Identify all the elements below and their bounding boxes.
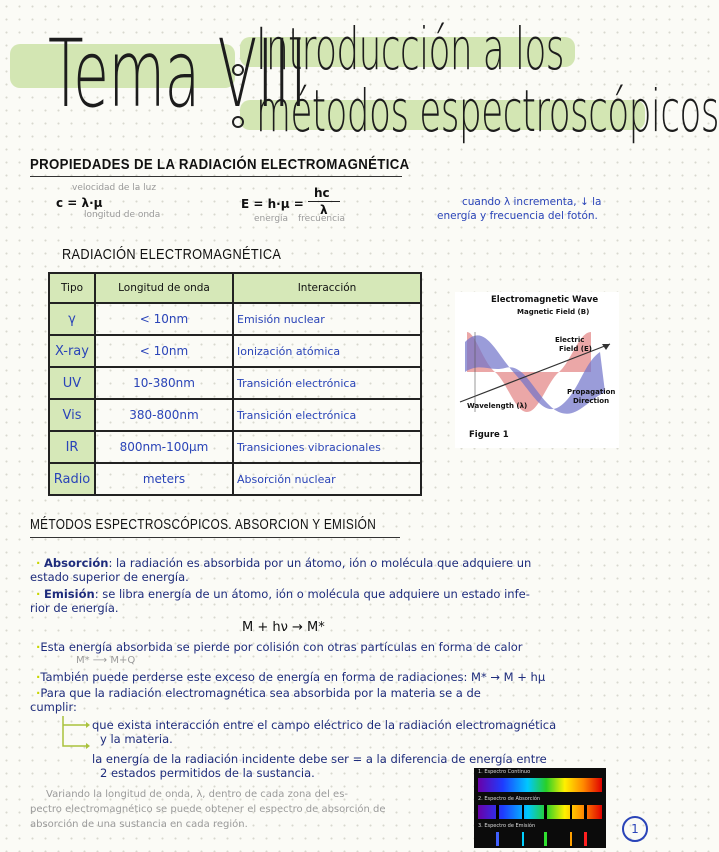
heading-underline <box>30 176 402 177</box>
spectrum-label-emission: 3. Espectro de Emisión <box>478 823 536 829</box>
cell-interaccion: Absorción nuclear <box>233 463 421 495</box>
cell-tipo: Vis <box>49 399 95 431</box>
spectrum-label-absorption: 2. Espectro de Absorción <box>478 796 541 802</box>
bullet-dot-2 <box>232 116 244 128</box>
spectra-image <box>474 768 606 848</box>
cell-tipo: Radio <box>49 463 95 495</box>
bullet-dot-1 <box>232 64 244 76</box>
cell-interaccion: Transiciones vibracionales <box>233 431 421 463</box>
condition-1 <box>92 718 648 746</box>
cell-interaccion: Emisión nuclear <box>233 303 421 335</box>
emision-label: Emisión <box>44 587 95 601</box>
spectrum-label-continuous: 1. Espectro Continuo <box>478 769 531 775</box>
emision-text-2: rior de energía. <box>30 601 119 615</box>
bullet: · <box>36 670 41 684</box>
grey-line-2: pectro electromagnético se puede obtener el espectro de absorción de <box>30 804 386 815</box>
formula2-denominator: λ <box>320 203 328 217</box>
radiation-table-wrapper <box>48 272 422 496</box>
cell-longitud: 380-800nm <box>95 399 233 431</box>
tema-label: Tema VIII <box>48 20 307 129</box>
paragraph-conditions <box>30 686 648 714</box>
formula1: c = λ·μ <box>56 196 103 210</box>
emision-paragraph <box>30 587 648 615</box>
electric-label-1: Electric <box>555 336 585 344</box>
heading-underline-methods <box>30 537 400 538</box>
condition-1-line2: y la materia. <box>100 732 173 746</box>
figure-caption: Figure 1 <box>469 430 509 440</box>
section-heading-methods: MÉTODOS ESPECTROSCÓPICOS. ABSORCION Y EMISIÓN <box>30 516 377 533</box>
conditions-text-2: cumplir: <box>30 700 77 714</box>
magnetic-label: Magnetic Field (B) <box>517 308 590 316</box>
column-header-tipo: Tipo <box>49 273 95 303</box>
table-row <box>49 463 421 495</box>
table-row <box>49 335 421 367</box>
table-row <box>49 399 421 431</box>
paragraph-radiation-loss <box>36 670 648 684</box>
grey-line-3: absorción de una sustancia en cada región. <box>30 819 248 830</box>
cell-longitud: 10-380nm <box>95 367 233 399</box>
em-wave-figure <box>455 292 619 448</box>
table-row <box>49 303 421 335</box>
heat-loss-equation: M* ⟶ M+Q <box>76 655 136 666</box>
radiation-loss-text: También puede perderse este exceso de energía en forma de radiaciones: M* → M + hμ <box>40 670 546 684</box>
absorcion-text-2: estado superior de energía. <box>30 570 189 584</box>
wavelength-label: Wavelength (λ) <box>467 402 528 410</box>
conditions-text-1: Para que la radiación electromagnética sea absorbida por la materia se a de <box>40 686 481 700</box>
formula1-note-wavelength: longitud de onda <box>84 210 161 220</box>
formula1-note-speed: velocidad de la luz <box>72 183 157 193</box>
propagation-label-1: Propagation <box>567 388 616 396</box>
wavelength-note-line1: cuando λ incrementa, ↓ la <box>462 196 602 208</box>
condition-1-line1: que exista interacción entre el campo eléctrico de la radiación electromagnética <box>92 718 557 732</box>
column-header-interaccion: Interacción <box>233 273 421 303</box>
figure-title: Electromagnetic Wave <box>491 295 599 305</box>
table-header-row <box>49 273 421 303</box>
cell-interaccion: Transición electrónica <box>233 367 421 399</box>
cell-longitud: < 10nm <box>95 303 233 335</box>
equation: M + hν → M* <box>242 620 325 635</box>
condition-2-line2: 2 estados permitidos de la sustancia. <box>100 766 315 780</box>
cell-tipo: IR <box>49 431 95 463</box>
cell-longitud: 800nm-100μm <box>95 431 233 463</box>
cell-interaccion: Ionización atómica <box>233 335 421 367</box>
cell-longitud: meters <box>95 463 233 495</box>
cell-longitud: < 10nm <box>95 335 233 367</box>
bullet: · <box>36 556 41 570</box>
bullet: · <box>36 587 41 601</box>
formula2: E = h·μ = <box>241 197 304 211</box>
cell-tipo: γ <box>49 303 95 335</box>
heat-loss-text: Esta energía absorbida se pierde por colisión con otras partículas en forma de calor <box>40 640 523 654</box>
cell-tipo: UV <box>49 367 95 399</box>
cell-tipo: X-ray <box>49 335 95 367</box>
radiation-table <box>48 272 422 496</box>
absorcion-text-1: : la radiación es absorbida por un átomo, ión o molécula que adquiere un <box>108 556 532 570</box>
column-header-longitud: Longitud de onda <box>95 273 233 303</box>
formula2-note-frequency: frecuencia <box>298 214 346 224</box>
absorcion-label: Absorción <box>44 556 109 570</box>
wavelength-note-line2: energía y frecuencia del fotón. <box>437 210 598 222</box>
emision-text-1: : se libra energía de un átomo, ión o molécula que adquiere un estado infe- <box>94 587 530 601</box>
table-row <box>49 431 421 463</box>
bullet: · <box>36 686 41 700</box>
table-row <box>49 367 421 399</box>
paragraph-heat-loss <box>36 640 648 654</box>
formula2-note-energy: energía <box>254 214 289 224</box>
cell-interaccion: Transición electrónica <box>233 399 421 431</box>
fraction-bar <box>308 201 340 202</box>
bullet: · <box>36 640 41 654</box>
condition-arrows <box>60 716 90 752</box>
absorcion-paragraph <box>30 556 636 584</box>
section-heading-properties: PROPIEDADES DE LA RADIACIÓN ELECTROMAGNÉTICA <box>30 156 410 173</box>
condition-2-line1: la energía de la radiación incidente debe ser = a la diferencia de energía entre <box>92 752 547 766</box>
page-number: 1 <box>622 816 648 842</box>
grey-line-1: Variando la longitud de onda, λ, dentro de cada zona del es- <box>46 789 349 800</box>
grey-paragraph <box>30 787 460 832</box>
electric-label-2: Field (E) <box>559 345 592 353</box>
page-title-line1: Introducción a los <box>256 15 564 83</box>
section-heading-radiation: RADIACIÓN ELECTROMAGNÉTICA <box>62 246 282 263</box>
page-title-line2: métodos espectroscópicos <box>256 77 719 145</box>
formula2-numerator: hc <box>314 186 330 200</box>
propagation-label-2: Direction <box>573 397 610 405</box>
